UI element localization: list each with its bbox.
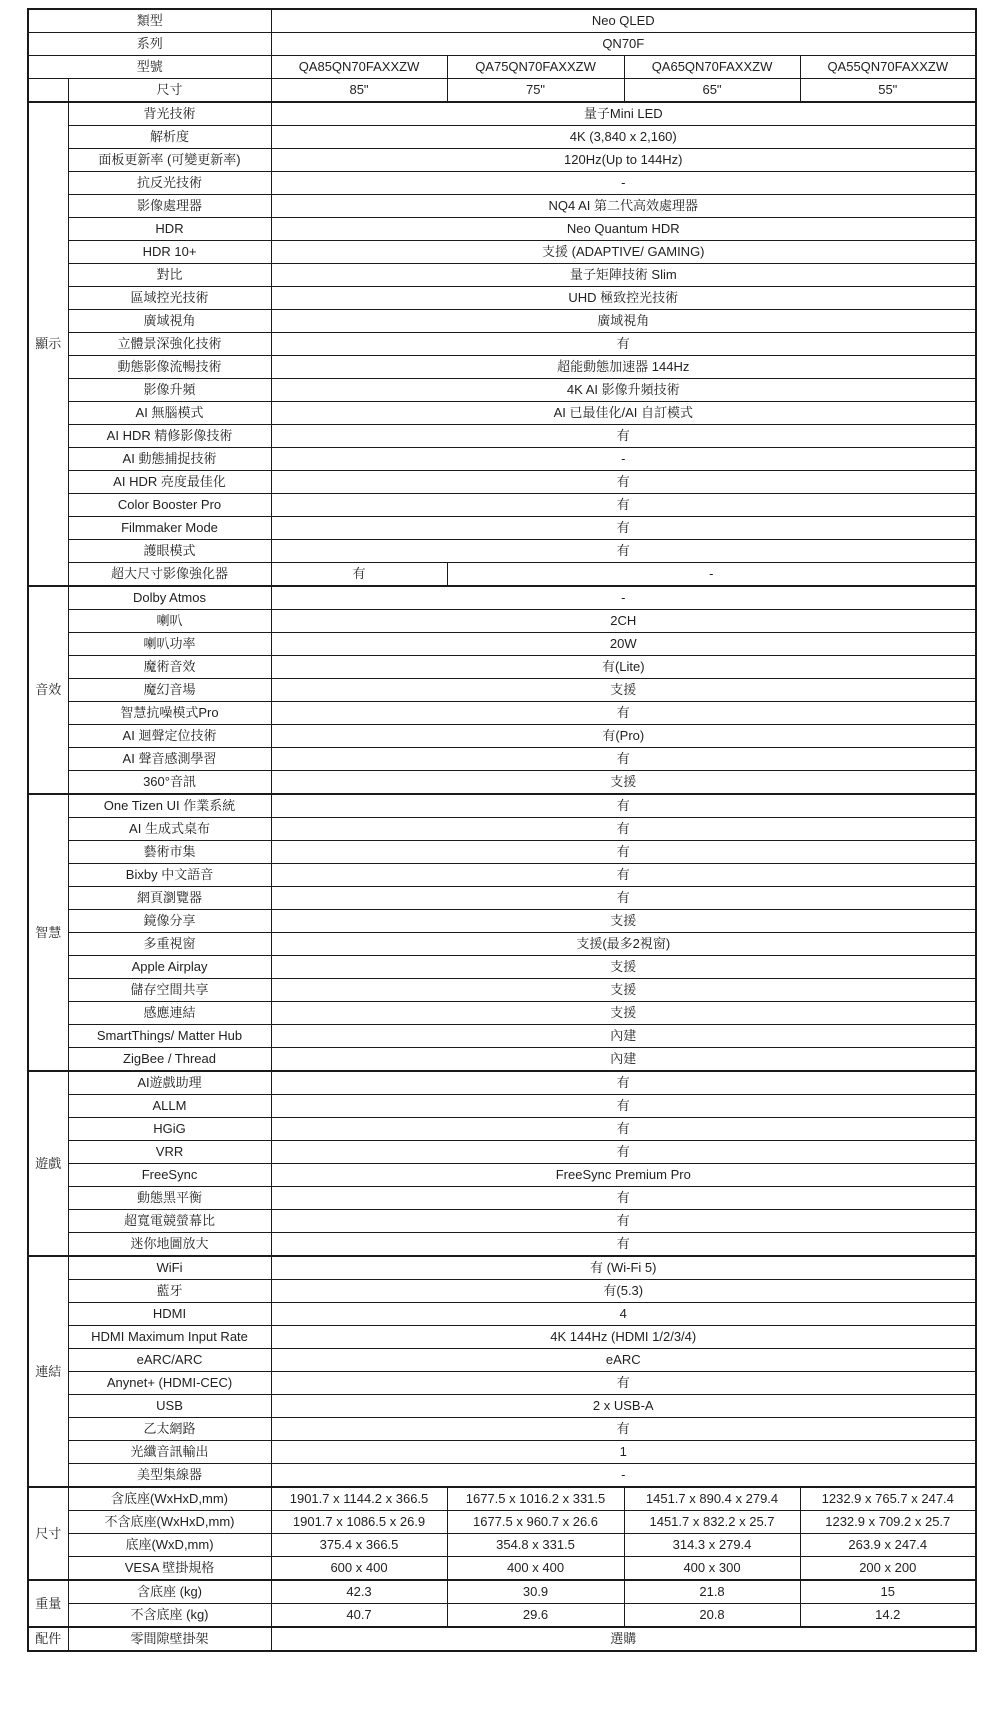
spec-header-row <box>28 56 976 79</box>
row-value: 有 <box>271 1187 976 1210</box>
row-value: 量子Mini LED <box>271 102 976 126</box>
spec-header-row <box>28 9 976 33</box>
spec-row <box>28 1464 976 1488</box>
row-value: 400 x 400 <box>447 1557 624 1581</box>
row-value: - <box>447 563 976 587</box>
row-value: 有 <box>271 1418 976 1441</box>
row-value: 有 <box>271 1210 976 1233</box>
row-value: - <box>271 1464 976 1488</box>
spec-row <box>28 1557 976 1581</box>
row-value: - <box>271 448 976 471</box>
row-value: 21.8 <box>624 1580 800 1604</box>
section-label: 遊戲 <box>28 1071 68 1256</box>
spec-row <box>28 979 976 1002</box>
row-label: 魔術音效 <box>68 656 271 679</box>
row-label: 系列 <box>28 33 271 56</box>
row-label: 鏡像分享 <box>68 910 271 933</box>
row-label: 360°音訊 <box>68 771 271 795</box>
row-value: 內建 <box>271 1025 976 1048</box>
spec-row <box>28 448 976 471</box>
row-value: 支援 <box>271 679 976 702</box>
spec-row <box>28 126 976 149</box>
row-value: QA55QN70FAXXZW <box>800 56 976 79</box>
row-label: 動態黑平衡 <box>68 1187 271 1210</box>
spec-row <box>28 1511 976 1534</box>
row-value: Neo Quantum HDR <box>271 218 976 241</box>
row-value: 4K AI 影像升頻技術 <box>271 379 976 402</box>
row-value: 廣域視角 <box>271 310 976 333</box>
row-value: 支援 <box>271 771 976 795</box>
spec-row <box>28 402 976 425</box>
row-value: 內建 <box>271 1048 976 1072</box>
spec-table-body <box>28 9 976 1651</box>
row-value: NQ4 AI 第二代高效處理器 <box>271 195 976 218</box>
row-label: 型號 <box>28 56 271 79</box>
row-label: ZigBee / Thread <box>68 1048 271 1072</box>
row-label: 含底座 (kg) <box>68 1580 271 1604</box>
row-label: 面板更新率 (可變更新率) <box>68 149 271 172</box>
row-label: WiFi <box>68 1256 271 1280</box>
row-value: 85" <box>271 79 447 103</box>
row-value: 20.8 <box>624 1604 800 1628</box>
spec-row <box>28 1002 976 1025</box>
spec-row <box>28 656 976 679</box>
row-value: 有 <box>271 1233 976 1257</box>
spec-row <box>28 771 976 795</box>
spec-row <box>28 1256 976 1280</box>
row-label: 迷你地圖放大 <box>68 1233 271 1257</box>
row-value: 有 <box>271 471 976 494</box>
spec-row <box>28 633 976 656</box>
row-label: eARC/ARC <box>68 1349 271 1372</box>
spec-row <box>28 1349 976 1372</box>
row-value: 65" <box>624 79 800 103</box>
row-value: 有 <box>271 794 976 818</box>
spec-row <box>28 1187 976 1210</box>
spec-row <box>28 956 976 979</box>
row-label: USB <box>68 1395 271 1418</box>
row-label: 廣域視角 <box>68 310 271 333</box>
spec-row <box>28 725 976 748</box>
spec-row <box>28 494 976 517</box>
row-value: 40.7 <box>271 1604 447 1628</box>
row-value: 有 <box>271 864 976 887</box>
row-value: 400 x 300 <box>624 1557 800 1581</box>
row-label: 區域控光技術 <box>68 287 271 310</box>
row-value: 200 x 200 <box>800 1557 976 1581</box>
row-value: 有 <box>271 333 976 356</box>
spec-row <box>28 864 976 887</box>
row-label: 動態影像流暢技術 <box>68 356 271 379</box>
spec-row <box>28 1118 976 1141</box>
row-value: 1451.7 x 832.2 x 25.7 <box>624 1511 800 1534</box>
row-label: 喇叭 <box>68 610 271 633</box>
row-label: 藍牙 <box>68 1280 271 1303</box>
row-value: FreeSync Premium Pro <box>271 1164 976 1187</box>
spec-row <box>28 517 976 540</box>
row-label: 魔幻音場 <box>68 679 271 702</box>
row-value: 42.3 <box>271 1580 447 1604</box>
row-label: 解析度 <box>68 126 271 149</box>
row-value: 2 x USB-A <box>271 1395 976 1418</box>
spec-row <box>28 1141 976 1164</box>
row-label: HGiG <box>68 1118 271 1141</box>
spec-row <box>28 1487 976 1511</box>
row-value: 1 <box>271 1441 976 1464</box>
row-value: 1677.5 x 960.7 x 26.6 <box>447 1511 624 1534</box>
row-label: AI 無腦模式 <box>68 402 271 425</box>
spec-row <box>28 1441 976 1464</box>
row-value: 支援 <box>271 910 976 933</box>
row-value: 超能動態加速器 144Hz <box>271 356 976 379</box>
row-value: 有 <box>271 540 976 563</box>
row-value: 1232.9 x 765.7 x 247.4 <box>800 1487 976 1511</box>
row-label: AI 生成式桌布 <box>68 818 271 841</box>
spec-row <box>28 1280 976 1303</box>
row-value: 支援 <box>271 979 976 1002</box>
row-value: 14.2 <box>800 1604 976 1628</box>
row-label: 儲存空間共享 <box>68 979 271 1002</box>
row-value: 有 <box>271 563 447 587</box>
row-label: 立體景深強化技術 <box>68 333 271 356</box>
section-label: 配件 <box>28 1627 68 1651</box>
row-value: 有 <box>271 1118 976 1141</box>
spec-row <box>28 1418 976 1441</box>
section-label: 顯示 <box>28 102 68 586</box>
row-value: 1901.7 x 1144.2 x 366.5 <box>271 1487 447 1511</box>
row-label: 影像處理器 <box>68 195 271 218</box>
row-value: 有 <box>271 702 976 725</box>
row-label: HDR <box>68 218 271 241</box>
row-value: 29.6 <box>447 1604 624 1628</box>
spec-header-row <box>28 79 976 103</box>
row-label: Dolby Atmos <box>68 586 271 610</box>
row-value: 1232.9 x 709.2 x 25.7 <box>800 1511 976 1534</box>
row-value: 量子矩陣技術 Slim <box>271 264 976 287</box>
row-label: 超大尺寸影像強化器 <box>68 563 271 587</box>
row-value: 支援 (ADAPTIVE/ GAMING) <box>271 241 976 264</box>
row-value: 30.9 <box>447 1580 624 1604</box>
row-value: 有 <box>271 494 976 517</box>
row-label: 藝術市集 <box>68 841 271 864</box>
spec-row <box>28 287 976 310</box>
row-label: FreeSync <box>68 1164 271 1187</box>
row-label: One Tizen UI 作業系統 <box>68 794 271 818</box>
row-value: 有 <box>271 841 976 864</box>
row-value: 支援(最多2視窗) <box>271 933 976 956</box>
row-label: 感應連結 <box>68 1002 271 1025</box>
row-label: 智慧抗噪模式Pro <box>68 702 271 725</box>
row-label: 不含底座(WxHxD,mm) <box>68 1511 271 1534</box>
spec-row <box>28 748 976 771</box>
row-label: 抗反光技術 <box>68 172 271 195</box>
row-value: 263.9 x 247.4 <box>800 1534 976 1557</box>
spec-row <box>28 310 976 333</box>
row-value: QA85QN70FAXXZW <box>271 56 447 79</box>
row-value: 600 x 400 <box>271 1557 447 1581</box>
row-label: 零間隙壁掛架 <box>68 1627 271 1651</box>
row-value: 支援 <box>271 1002 976 1025</box>
row-value: 有 <box>271 425 976 448</box>
spec-row <box>28 1372 976 1395</box>
row-value: 有 <box>271 517 976 540</box>
row-label: 對比 <box>68 264 271 287</box>
row-label: ALLM <box>68 1095 271 1118</box>
row-value: 1677.5 x 1016.2 x 331.5 <box>447 1487 624 1511</box>
spec-row <box>28 818 976 841</box>
row-value: 1451.7 x 890.4 x 279.4 <box>624 1487 800 1511</box>
spec-row <box>28 218 976 241</box>
row-value: 354.8 x 331.5 <box>447 1534 624 1557</box>
row-label: Anynet+ (HDMI-CEC) <box>68 1372 271 1395</box>
row-value: 有 <box>271 1095 976 1118</box>
row-value: QA65QN70FAXXZW <box>624 56 800 79</box>
spec-row <box>28 702 976 725</box>
spec-row <box>28 841 976 864</box>
spec-row <box>28 356 976 379</box>
section-label: 重量 <box>28 1580 68 1627</box>
spec-row <box>28 679 976 702</box>
row-value: QN70F <box>271 33 976 56</box>
spec-row <box>28 1604 976 1628</box>
spec-row <box>28 241 976 264</box>
section-label: 智慧 <box>28 794 68 1071</box>
section-label: 尺寸 <box>28 1487 68 1580</box>
row-value: 375.4 x 366.5 <box>271 1534 447 1557</box>
row-label: 光纖音訊輸出 <box>68 1441 271 1464</box>
row-value: 有 <box>271 1071 976 1095</box>
row-label: Filmmaker Mode <box>68 517 271 540</box>
spec-row <box>28 540 976 563</box>
row-value: 有 <box>271 1372 976 1395</box>
row-label: HDMI Maximum Input Rate <box>68 1326 271 1349</box>
row-label: 尺寸 <box>68 79 271 103</box>
row-value: 4 <box>271 1303 976 1326</box>
row-value: 有(Lite) <box>271 656 976 679</box>
spec-row <box>28 149 976 172</box>
row-label: 喇叭功率 <box>68 633 271 656</box>
row-value: 120Hz(Up to 144Hz) <box>271 149 976 172</box>
row-label: VRR <box>68 1141 271 1164</box>
spec-row <box>28 1580 976 1604</box>
row-value: 有 (Wi-Fi 5) <box>271 1256 976 1280</box>
row-label: AI 動態捕捉技術 <box>68 448 271 471</box>
section-stub-cell <box>28 79 68 103</box>
row-label: 類型 <box>28 9 271 33</box>
row-value: eARC <box>271 1349 976 1372</box>
spec-row <box>28 1071 976 1095</box>
spec-row <box>28 586 976 610</box>
row-value: 314.3 x 279.4 <box>624 1534 800 1557</box>
spec-row <box>28 264 976 287</box>
row-label: VESA 壁掛規格 <box>68 1557 271 1581</box>
row-value: 4K (3,840 x 2,160) <box>271 126 976 149</box>
row-value: 有 <box>271 818 976 841</box>
spec-row <box>28 1326 976 1349</box>
spec-row <box>28 471 976 494</box>
row-value: 55" <box>800 79 976 103</box>
row-label: 多重視窗 <box>68 933 271 956</box>
spec-row <box>28 887 976 910</box>
spec-row <box>28 172 976 195</box>
spec-row <box>28 379 976 402</box>
row-label: 網頁瀏覽器 <box>68 887 271 910</box>
row-value: 75" <box>447 79 624 103</box>
row-label: AI遊戲助理 <box>68 1071 271 1095</box>
spec-row <box>28 1164 976 1187</box>
row-label: Bixby 中文語音 <box>68 864 271 887</box>
row-label: AI HDR 精修影像技術 <box>68 425 271 448</box>
spec-row <box>28 933 976 956</box>
spec-row <box>28 333 976 356</box>
spec-row <box>28 610 976 633</box>
row-value: 1901.7 x 1086.5 x 26.9 <box>271 1511 447 1534</box>
row-label: Apple Airplay <box>68 956 271 979</box>
row-value: 有 <box>271 887 976 910</box>
row-value: - <box>271 172 976 195</box>
row-label: 乙太網路 <box>68 1418 271 1441</box>
spec-row <box>28 910 976 933</box>
row-label: 護眼模式 <box>68 540 271 563</box>
spec-row <box>28 1395 976 1418</box>
spec-row <box>28 195 976 218</box>
row-value: QA75QN70FAXXZW <box>447 56 624 79</box>
row-label: 含底座(WxHxD,mm) <box>68 1487 271 1511</box>
spec-row <box>28 102 976 126</box>
row-label: 背光技術 <box>68 102 271 126</box>
row-label: AI HDR 亮度最佳化 <box>68 471 271 494</box>
row-value: 有 <box>271 1141 976 1164</box>
spec-header-row <box>28 33 976 56</box>
row-label: AI 迴聲定位技術 <box>68 725 271 748</box>
spec-table <box>27 8 977 1652</box>
row-label: 底座(WxD,mm) <box>68 1534 271 1557</box>
spec-row <box>28 425 976 448</box>
row-value: 支援 <box>271 956 976 979</box>
row-label: 影像升頻 <box>68 379 271 402</box>
spec-row <box>28 1095 976 1118</box>
row-value: Neo QLED <box>271 9 976 33</box>
row-label: AI 聲音感測學習 <box>68 748 271 771</box>
row-value: 4K 144Hz (HDMI 1/2/3/4) <box>271 1326 976 1349</box>
row-value: 有 <box>271 748 976 771</box>
section-label: 連結 <box>28 1256 68 1487</box>
spec-row <box>28 1627 976 1651</box>
row-label: 美型集線器 <box>68 1464 271 1488</box>
row-label: SmartThings/ Matter Hub <box>68 1025 271 1048</box>
row-label: HDR 10+ <box>68 241 271 264</box>
row-value: 有(5.3) <box>271 1280 976 1303</box>
row-value: 15 <box>800 1580 976 1604</box>
spec-row <box>28 1233 976 1257</box>
row-value: 有(Pro) <box>271 725 976 748</box>
row-value: AI 已最佳化/AI 自訂模式 <box>271 402 976 425</box>
row-label: 不含底座 (kg) <box>68 1604 271 1628</box>
row-value: - <box>271 586 976 610</box>
spec-row <box>28 1048 976 1072</box>
spec-row <box>28 1210 976 1233</box>
row-label: HDMI <box>68 1303 271 1326</box>
section-label: 音效 <box>28 586 68 794</box>
row-value: UHD 極致控光技術 <box>271 287 976 310</box>
spec-row <box>28 563 976 587</box>
spec-row <box>28 1534 976 1557</box>
spec-row <box>28 1303 976 1326</box>
row-value: 2CH <box>271 610 976 633</box>
row-value: 20W <box>271 633 976 656</box>
row-label: 超寬電競螢幕比 <box>68 1210 271 1233</box>
row-label: Color Booster Pro <box>68 494 271 517</box>
row-value: 選購 <box>271 1627 976 1651</box>
spec-row <box>28 794 976 818</box>
spec-row <box>28 1025 976 1048</box>
